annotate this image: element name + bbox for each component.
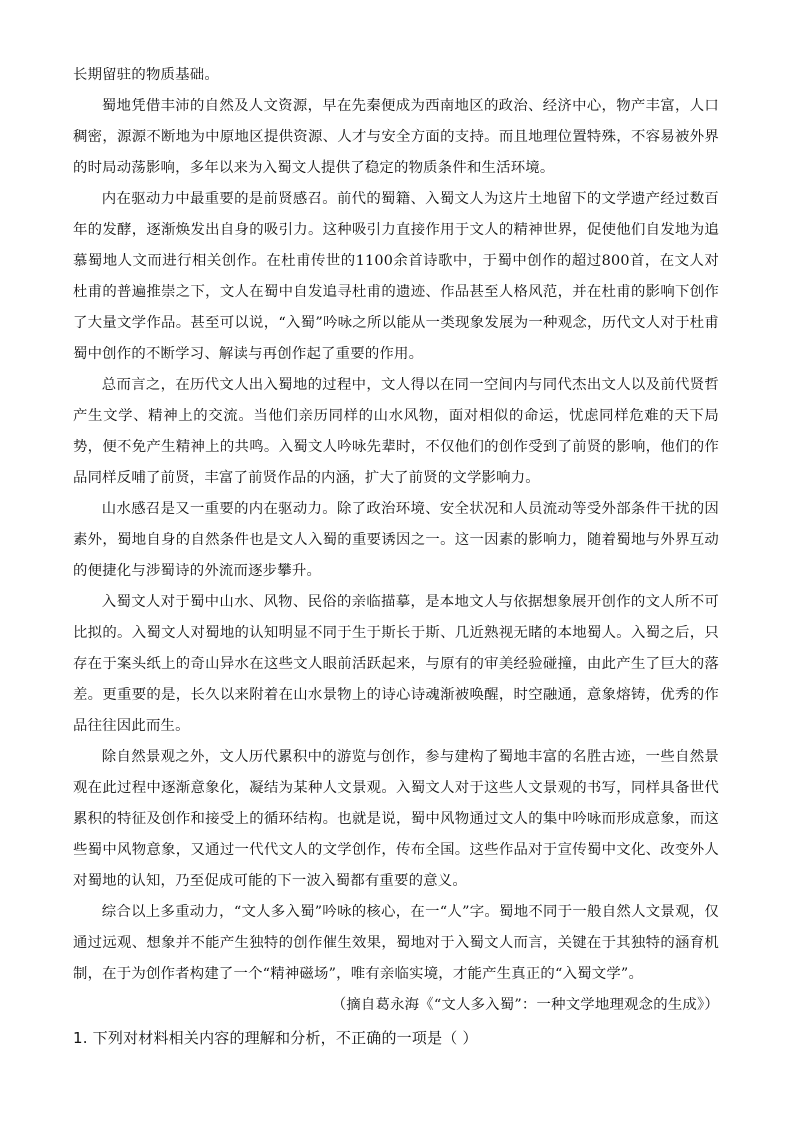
source-citation: （摘自葛永海《“文人多入蜀”：一种文学地理观念的生成》） <box>331 997 719 1013</box>
paragraph-5: 山水感召是又一重要的内在驱动力。除了政治环境、安全状况和人员流动等受外部条件干扰的因素外，蜀地自身的自然条件也是文人入蜀的重要诱因之一。这一因素的影响力，随着蜀地与外界互动的便捷化与涉蜀诗的外流而逐步攀升。 <box>73 501 719 579</box>
paragraph-1: 长期留驻的物质基础。 <box>73 67 219 83</box>
paragraph-2: 蜀地凭借丰沛的自然及人文资源，早在先秦便成为西南地区的政治、经济中心，物产丰富，人口稠密，源源不断地为中原地区提供资源、人才与安全方面的支持。而且地理位置特殊，不容易被外界的时局动荡影响，多年以来为入蜀文人提供了稳定的物质条件和生活环境。 <box>73 98 719 176</box>
paragraph-6: 入蜀文人对于蜀中山水、风物、民俗的亲临描摹，是本地文人与依据想象展开创作的文人所不可比拟的。入蜀文人对蜀地的认知明显不同于生于斯长于斯、几近熟视无睹的本地蜀人。入蜀之后，只存在于案头纸上的奇山异水在这些文人眼前活跃起来，与原有的审美经验碰撞，由此产生了巨大的落差。更重要的是，长久以来附着在山水景物上的诗心诗魂渐被唤醒，时空融通，意象熔铸，优秀的作品往往因此而生。 <box>73 594 719 734</box>
article-body <box>73 60 719 1054</box>
paragraph-8: 综合以上多重动力，“文人多入蜀”吟咏的核心，在一“人”字。蜀地不同于一般自然人文景观，仅通过远观、想象并不能产生独特的创作催生效果，蜀地对于入蜀文人而言，关键在于其独特的涵育机制，在于为创作者构建了一个“精神磁场”，唯有亲临实境，才能产生真正的“入蜀文学”。 <box>73 904 719 982</box>
paragraph-7: 除自然景观之外，文人历代累积中的游览与创作，参与建构了蜀地丰富的名胜古迹，一些自然景观在此过程中逐渐意象化，凝结为某种人文景观。入蜀文人对于这些人文景观的书写，同样具备世代累积的特征及创作和接受上的循环结构。也就是说，蜀中风物通过文人的集中吟咏而形成意象，而这些蜀中风物意象，又通过一代代文人的文学创作，传布全国。这些作品对于宣传蜀中文化、改变外人对蜀地的认知，乃至促成可能的下一波入蜀都有重要的意义。 <box>73 749 719 889</box>
paragraph-4: 总而言之，在历代文人出入蜀地的过程中，文人得以在同一空间内与同代杰出文人以及前代贤哲产生文学、精神上的交流。当他们亲历同样的山水风物，面对相似的命运，忧虑同样危难的天下局势，便不免产生精神上的共鸣。入蜀文人吟咏先辈时，不仅他们的创作受到了前贤的影响，他们的作品同样反哺了前贤，丰富了前贤作品的内涵，扩大了前贤的文学影响力。 <box>73 377 719 486</box>
paragraph-3: 内在驱动力中最重要的是前贤感召。前代的蜀籍、入蜀文人为这片土地留下的文学遗产经过数百年的发酵，逐渐焕发出自身的吸引力。这种吸引力直接作用于文人的精神世界，促使他们自发地为追慕蜀地人文而进行相关创作。在杜甫传世的1100余首诗歌中，于蜀中创作的超过800首，在文人对杜甫的普遍推崇之下，文人在蜀中自发追寻杜甫的遗迹、作品甚至人格风范，并在杜甫的影响下创作了大量文学作品。甚至可以说，“入蜀”吟咏之所以能从一类现象发展为一种观念，历代文人对于杜甫蜀中创作的不断学习、解读与再创作起了重要的作用。 <box>73 191 719 362</box>
question-1: 1. 下列对材料相关内容的理解和分析，不正确的一项是（ ） <box>73 1029 478 1047</box>
